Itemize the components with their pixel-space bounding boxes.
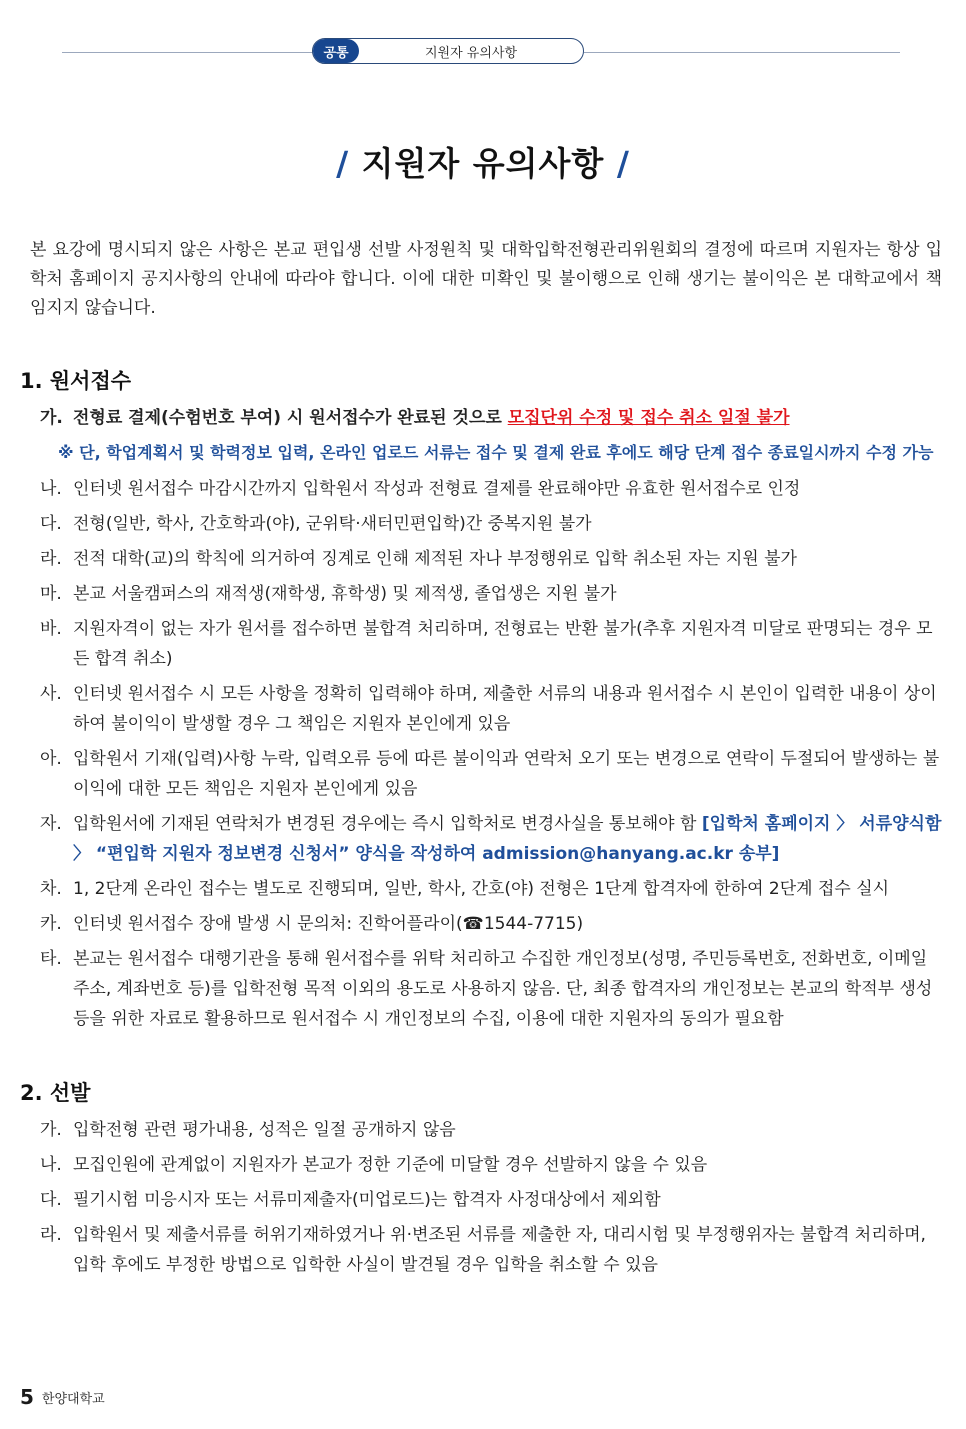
item-text-main: 입학원서에 기재된 연락처가 변경된 경우에는 즉시 입학처로 변경사실을 통보해야 함 <box>73 814 702 834</box>
item-marker: 라. <box>40 1225 62 1245</box>
item-text: 본교는 원서접수 대행기관을 통해 원서접수를 위탁 처리하고 수집한 개인정보(성명, 주민등록번호, 전화번호, 이메일주소, 계좌번호 등)를 입학전형 목적 이외의 용도로 사용하지 않음. 단, 최종 합격자의 개인정보는 본교의 학적부 생성 등을 위한 자료로 활용하므로 원서접수 시 개인정보의 수집, 이용에 대한 지원자의 동의가 필요함 <box>73 949 933 1029</box>
item-text: 본교 서울캠퍼스의 재적생(재학생, 휴학생) 및 제적생, 졸업생은 지원 불가 <box>73 584 617 604</box>
item-text: 지원자격이 없는 자가 원서를 접수하면 불합격 처리하며, 전형료는 반환 불가(추후 지원자격 미달로 판명되는 경우 모든 합격 취소) <box>73 619 933 669</box>
s1-note: ※ 단, 학업계획서 및 학력정보 입력, 온라인 업로드 서류는 접수 및 결제 완료 후에도 해당 단계 접수 종료일시까지 수정 가능 <box>58 443 934 462</box>
s2-item-da <box>40 1185 942 1215</box>
item-text: 입학원서 기재(입력)사항 누락, 입력오류 등에 따른 불이익과 연락처 오기 또는 변경으로 연락이 두절되어 발생하는 불이익에 대한 모든 책임은 지원자 본인에게 있음 <box>73 749 940 799</box>
item-marker: 나. <box>40 1155 62 1175</box>
item-marker: 다. <box>40 1190 62 1210</box>
s2-item-na <box>40 1150 942 1180</box>
item-text-highlight: [입학처 홈페이지 〉 서류양식함 〉 “편입학 지원자 정보변경 신청서” 양식을 작성하여 admission@hanyang.ac.kr 송부] <box>73 814 942 864</box>
item-text: 전적 대학(교)의 학칙에 의거하여 징계로 인해 제적된 자나 부정행위로 입학 취소된 자는 지원 불가 <box>73 549 797 569</box>
s2-item-ra <box>40 1220 942 1280</box>
title-text: 지원자 유의사항 <box>361 144 605 183</box>
s1-item-ma <box>40 579 942 609</box>
s1-item-sa <box>40 679 942 739</box>
item-marker: 가. <box>40 408 63 428</box>
s1-item-a <box>40 744 942 804</box>
item-marker: 다. <box>40 514 62 534</box>
header-tag: 공통 <box>313 39 359 63</box>
item-marker: 아. <box>40 749 62 769</box>
item-marker: 사. <box>40 684 62 704</box>
s1-item-da <box>40 509 942 539</box>
item-text: 인터넷 원서접수 시 모든 사항을 정확히 입력해야 하며, 제출한 서류의 내용과 원서접수 시 본인이 입력한 내용이 상이하여 불이익이 발생할 경우 그 책임은 지원자 본인에게 있음 <box>73 684 937 734</box>
intro-paragraph: 본 요강에 명시되지 않은 사항은 본교 편입생 선발 사정원칙 및 대학입학전형관리위원회의 결정에 따르며 지원자는 항상 입학처 홈페이지 공지사항의 안내에 따라야 합니다. 이에 대한 미확인 및 불이행으로 인해 생기는 불이익은 본 대학교에서 책임지지 않습니다. <box>30 240 942 318</box>
section-title-2: 2. 선발 <box>20 1081 91 1105</box>
item-marker: 차. <box>40 879 62 899</box>
item-marker: 가. <box>40 1120 62 1140</box>
item-text: 모집인원에 관계없이 지원자가 본교가 정한 기준에 미달할 경우 선발하지 않을 수 있음 <box>73 1155 708 1175</box>
header-rule-left <box>62 52 320 53</box>
item-text: 인터넷 원서접수 마감시간까지 입학원서 작성과 전형료 결제를 완료해야만 유효한 원서접수로 인정 <box>73 479 801 499</box>
item-text: 입학전형 관련 평가내용, 성적은 일절 공개하지 않음 <box>73 1120 456 1140</box>
item-marker: 카. <box>40 914 62 934</box>
title-slash-right: / <box>616 144 630 183</box>
s1-item-ba <box>40 614 942 674</box>
section-title-1: 1. 원서접수 <box>20 369 132 393</box>
s1-item-cha <box>40 874 942 904</box>
item-marker: 나. <box>40 479 62 499</box>
item-text: 필기시험 미응시자 또는 서류미제출자(미업로드)는 합격자 사정대상에서 제외함 <box>73 1190 661 1210</box>
page-number: 5 <box>20 1385 34 1409</box>
s1-item-ta <box>40 944 942 1034</box>
s1-item-na <box>40 474 942 504</box>
item-text: 입학원서 및 제출서류를 허위기재하였거나 위·변조된 서류를 제출한 자, 대리시험 및 부정행위자는 불합격 처리하며, 입학 후에도 부정한 방법으로 입학한 사실이 발견될 경우 입학을 취소할 수 있음 <box>73 1225 926 1275</box>
footer <box>20 1385 105 1409</box>
item-text: 인터넷 원서접수 장애 발생 시 문의처: 진학어플라이(☎1544-7715) <box>73 914 584 934</box>
s1-item-ga <box>40 403 942 433</box>
s1-item-ja <box>40 809 942 869</box>
header-rule-right <box>584 52 900 53</box>
item-marker: 바. <box>40 619 62 639</box>
item-text <box>73 403 942 433</box>
item-text <box>73 809 942 869</box>
s2-item-ga <box>40 1115 942 1145</box>
item-marker: 라. <box>40 549 62 569</box>
item-text-main: 전형료 결제(수험번호 부여) 시 원서접수가 완료된 것으로 <box>73 408 508 428</box>
item-text: 1, 2단계 온라인 접수는 별도로 진행되며, 일반, 학사, 간호(야) 전형은 1단계 합격자에 한하여 2단계 접수 실시 <box>73 879 890 899</box>
item-text-warning: 모집단위 수정 및 접수 취소 일절 불가 <box>507 408 790 428</box>
item-marker: 타. <box>40 949 62 969</box>
header-text: 지원자 유의사항 <box>424 45 518 61</box>
item-marker: 마. <box>40 584 62 604</box>
page-title <box>0 138 966 185</box>
item-marker: 자. <box>40 814 62 834</box>
header-pill <box>312 38 584 64</box>
s1-item-ra <box>40 544 942 574</box>
title-slash-left: / <box>336 144 350 183</box>
s1-item-ka <box>40 909 942 939</box>
footer-university: 한양대학교 <box>41 1391 105 1407</box>
item-text: 전형(일반, 학사, 간호학과(야), 군위탁·새터민편입학)간 중복지원 불가 <box>73 514 592 534</box>
